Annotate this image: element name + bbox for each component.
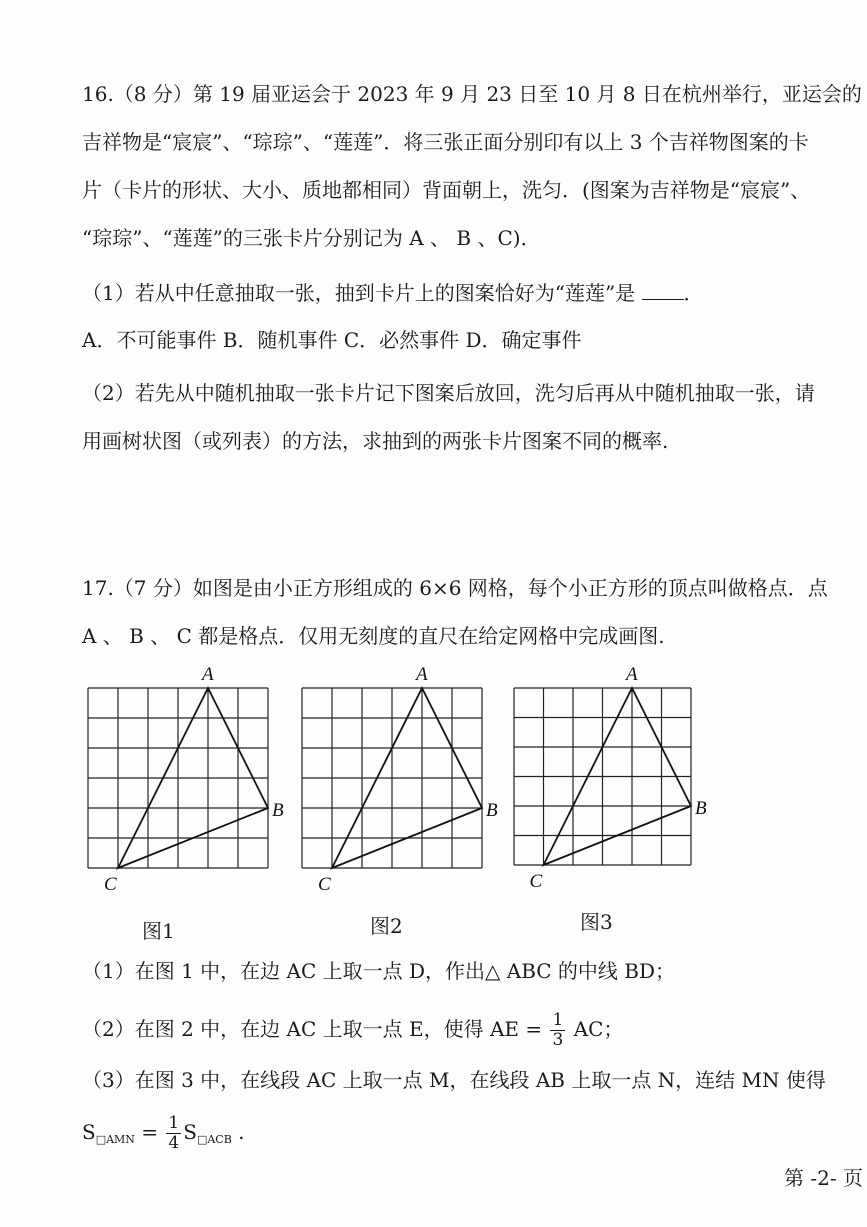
area-subscript: □AMN <box>95 1133 135 1146</box>
q16-part-2-line-1: （2）若先从中随机抽取一张卡片记下图案后放回，洗匀后再从中随机抽取一张，请 <box>82 381 815 405</box>
vertex-label-b: B <box>695 798 707 819</box>
fraction-denominator: 3 <box>552 1030 564 1050</box>
q16-part-2-line-2: 用画树状图（或列表）的方法，求抽到的两张卡片图案不同的概率. <box>82 429 669 453</box>
grid-figure-1 <box>58 658 298 898</box>
grid-figure-3 <box>484 658 721 895</box>
fraction-one-third <box>550 1011 565 1050</box>
q17-part-3-line-1: （3）在图 3 中，在线段 AC 上取一点 M，在线段 AB 上取一点 N，连结 MN 使得 <box>82 1068 826 1092</box>
vertex-label-b: B <box>486 800 498 821</box>
answer-blank[interactable] <box>642 279 684 300</box>
figure-1-caption: 图1 <box>142 919 175 943</box>
q17-line-2: A 、 B 、 C 都是格点．仅用无刻度的直尺在给定网格中完成画图. <box>82 624 665 648</box>
fraction-one-quarter <box>166 1114 181 1153</box>
figure-3-caption: 图3 <box>580 910 613 934</box>
q16-line-1: 16.（8 分）第 19 届亚运会于 2023 年 9 月 23 日至 10 月 8 日在杭州举行，亚运会的 <box>82 82 862 106</box>
figure-2-caption: 图2 <box>370 914 403 938</box>
q17-part-3-formula <box>82 1110 853 1162</box>
q17-line-1: 17.（7 分）如图是由小正方形组成的 6×6 网格，每个小正方形的顶点叫做格点．点 <box>82 576 828 600</box>
equals-sign: = <box>141 1120 159 1144</box>
grid-lines <box>88 688 268 868</box>
vertex-label-c: C <box>318 874 331 895</box>
q16-line-3: 片（卡片的形状、大小、质地都相同）背面朝上，洗匀．(图案为吉祥物是“宸宸”、 <box>82 178 811 202</box>
grid-lines <box>514 688 691 865</box>
q16-part-1 <box>82 279 853 307</box>
fraction-denominator: 4 <box>168 1133 180 1153</box>
vertex-label-a: A <box>626 664 638 685</box>
vertex-label-c: C <box>104 874 117 895</box>
page-number: 第 -2- 页 <box>784 1166 863 1190</box>
vertex-label-a: A <box>416 664 428 685</box>
q17-part-2 <box>82 1007 853 1051</box>
q16-part-1-text: （1）若从中任意抽取一张，抽到卡片上的图案恰好为“莲莲”是 <box>82 281 636 305</box>
vertex-label-b: B <box>272 800 284 821</box>
vertex-label-c: C <box>529 871 543 892</box>
area-symbol: S <box>82 1120 96 1144</box>
fraction-numerator: 1 <box>552 1010 564 1030</box>
grid-figure-2 <box>272 658 512 898</box>
area-subscript: □ACB <box>196 1133 232 1146</box>
q17-part-2-text: （2）在图 2 中，在边 AC 上取一点 E，使得 AE = <box>82 1017 543 1041</box>
q16-options: A．不可能事件 B．随机事件 C．必然事件 D．确定事件 <box>82 328 582 352</box>
vertex-label-a: A <box>202 664 214 685</box>
q16-part-1-end: ． <box>683 281 704 305</box>
area-symbol: S <box>183 1120 197 1144</box>
q16-line-4: “琮琮”、“莲莲”的三张卡片分别记为 A 、 B 、C)． <box>82 226 541 250</box>
q17-part-2-end: AC； <box>573 1017 624 1041</box>
formula-end: . <box>238 1120 245 1144</box>
grid-lines <box>302 688 482 868</box>
fraction-numerator: 1 <box>168 1113 180 1133</box>
q17-part-1: （1）在图 1 中，在边 AC 上取一点 D，作出△ ABC 的中线 BD； <box>82 959 676 983</box>
q16-line-2: 吉祥物是“宸宸”、“琮琮”、“莲莲”．将三张正面分别印有以上 3 个吉祥物图案的卡 <box>82 130 809 154</box>
